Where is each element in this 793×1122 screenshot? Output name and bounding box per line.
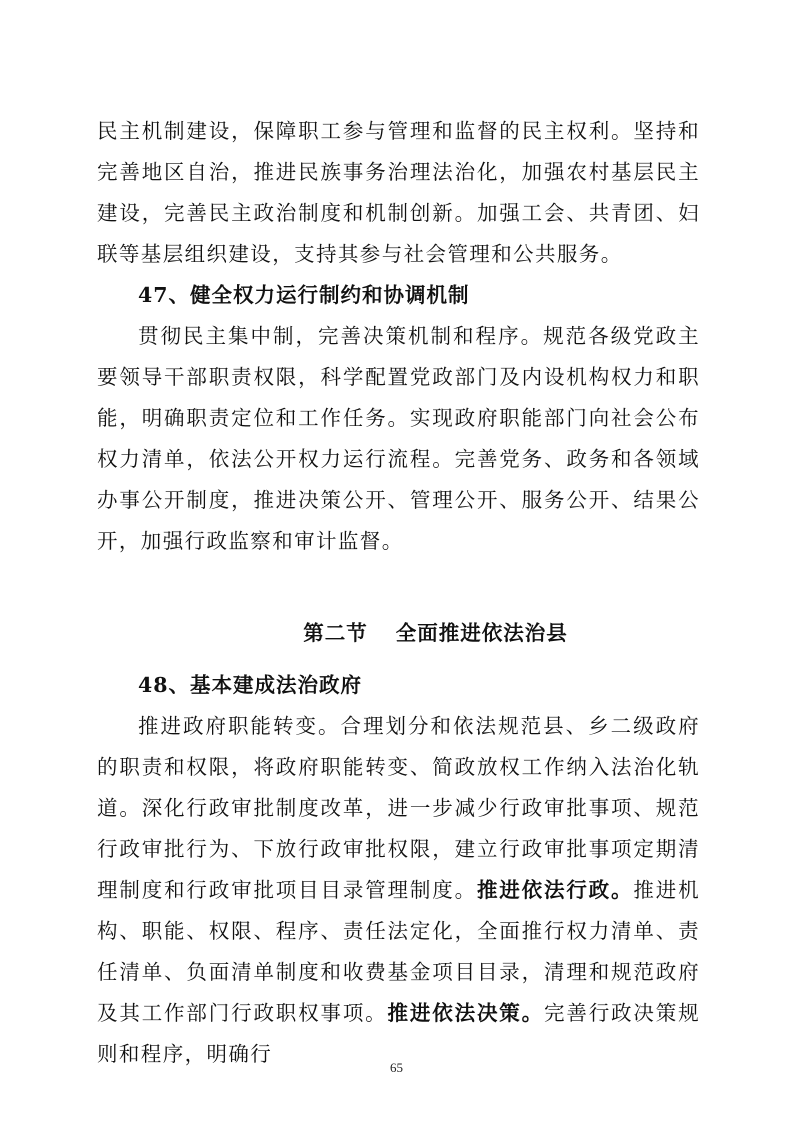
paragraph-power-operation: 贯彻民主集中制，完善决策机制和程序。规范各级党政主要领导干部职责权限，科学配置党政部门及内设机构权力和职能，明确职责定位和工作任务。实现政府职能部门向社会公布权力清单，依法公开权力运行流程。完善党务、政务和各领域办事公开制度，推进决策公开、管理公开、服务公开、结果公开，加强行政监察和审计监督。 (97, 324, 700, 553)
paragraph-law-government (97, 706, 700, 1075)
section-label: 第二节 (303, 621, 368, 645)
document-body (97, 111, 700, 1075)
text-decision-rules: 完善行政决策规则和程序，明确行 (97, 1001, 700, 1066)
section-title-text: 全面推进依法治县 (395, 621, 568, 645)
page-number: 65 (390, 1060, 403, 1075)
section-title (97, 613, 700, 654)
item-heading-47: 47、健全权力运行制约和协调机制 (138, 283, 470, 307)
text-institution-legalization: 推进机构、职能、权限、程序、责任法定化，全面推行权力清单、责任清单、负面清单制度和收费基金项目目录，清理和规范政府及其工作部门行政职权事项。 (97, 878, 700, 1025)
text-function-transform: 推进政府职能转变。合理划分和依法规范县、乡二级政府的职责和权限，将政府职能转变、简政放权工作纳入法治化轨道。深化行政审批制度改革，进一步减少行政审批事项、规范行政审批行为、下放行政审批权限，建立行政审批事项定期清理制度和行政审批项目目录管理制度。 (97, 714, 700, 902)
item-heading-48: 48、基本建成法治政府 (138, 673, 363, 697)
bold-lawful-decision: 推进依法决策。 (387, 1001, 544, 1025)
paragraph-democracy: 民主机制建设，保障职工参与管理和监督的民主权利。坚持和完善地区自治，推进民族事务治理法治化，加强农村基层民主建设，完善民主政治制度和机制创新。加强工会、共青团、妇联等基层组织建设，支持其参与社会管理和公共服务。 (97, 119, 700, 266)
bold-lawful-administration: 推进依法行政。 (476, 878, 634, 902)
